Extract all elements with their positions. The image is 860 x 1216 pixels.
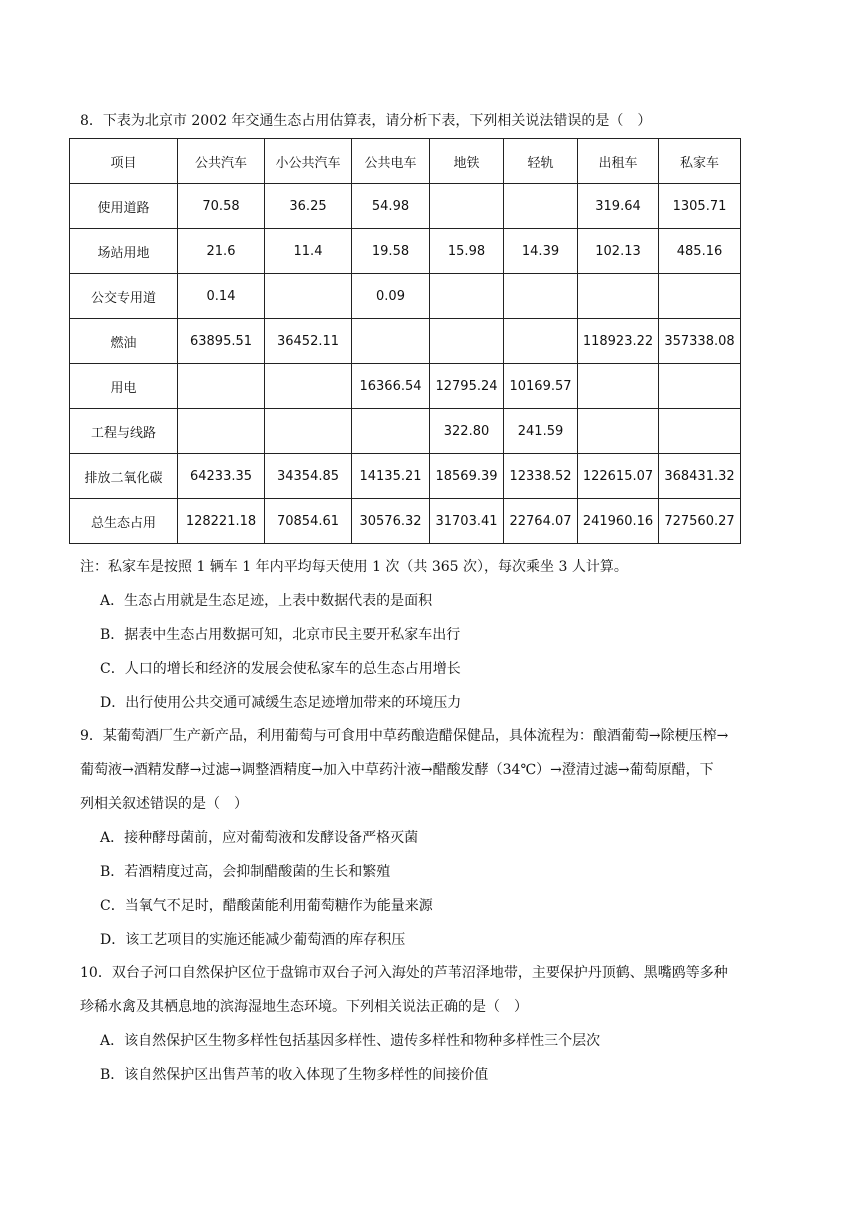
table-cell: 15.98 [430, 229, 504, 274]
table-cell [265, 274, 352, 319]
traffic-ecological-footprint-table [69, 138, 741, 544]
question-9-option-a: A．接种酵母菌前，应对葡萄液和发酵设备严格灭菌 [100, 830, 419, 846]
table-cell: 使用道路 [70, 184, 178, 229]
question-9-option-d: D．该工艺项目的实施还能减少葡萄酒的库存积压 [100, 932, 406, 948]
table-cell [504, 184, 578, 229]
header-cell: 小公共汽车 [265, 139, 352, 184]
table-cell [430, 184, 504, 229]
table-row [70, 184, 741, 229]
table-row [70, 409, 741, 454]
table-cell [578, 274, 659, 319]
table-cell: 11.4 [265, 229, 352, 274]
table-cell: 485.16 [659, 229, 741, 274]
header-cell: 项目 [70, 139, 178, 184]
table-cell: 燃油 [70, 319, 178, 364]
header-cell: 地铁 [430, 139, 504, 184]
table-cell: 31703.41 [430, 499, 504, 544]
header-cell: 轻轨 [504, 139, 578, 184]
table-cell: 12338.52 [504, 454, 578, 499]
table-note: 注：私家车是按照 1 辆车 1 年内平均每天使用 1 次（共 365 次），每次乘坐 3 人计算。 [80, 559, 628, 575]
table-cell: 总生态占用 [70, 499, 178, 544]
table-header-row [70, 139, 741, 184]
table-cell: 63895.51 [178, 319, 265, 364]
table-cell: 用电 [70, 364, 178, 409]
table-cell: 70854.61 [265, 499, 352, 544]
table-cell [504, 274, 578, 319]
table-cell: 34354.85 [265, 454, 352, 499]
table-cell: 排放二氧化碳 [70, 454, 178, 499]
table-row [70, 319, 741, 364]
table-cell: 118923.22 [578, 319, 659, 364]
table-cell: 1305.71 [659, 184, 741, 229]
table-cell: 14.39 [504, 229, 578, 274]
table-cell: 19.58 [352, 229, 430, 274]
table-cell: 18569.39 [430, 454, 504, 499]
table-cell: 0.09 [352, 274, 430, 319]
table-cell: 36.25 [265, 184, 352, 229]
table-row [70, 364, 741, 409]
header-cell: 公共汽车 [178, 139, 265, 184]
table-cell [659, 409, 741, 454]
question-10-stem-line-2: 珍稀水禽及其栖息地的滨海湿地生态环境。下列相关说法正确的是（ ） [80, 999, 528, 1015]
table-cell: 14135.21 [352, 454, 430, 499]
table-cell: 64233.35 [178, 454, 265, 499]
table-cell: 21.6 [178, 229, 265, 274]
table-cell: 36452.11 [265, 319, 352, 364]
table-cell: 70.58 [178, 184, 265, 229]
table-cell [578, 364, 659, 409]
header-cell: 出租车 [578, 139, 659, 184]
table-row [70, 499, 741, 544]
header-cell: 公共电车 [352, 139, 430, 184]
table-cell [430, 274, 504, 319]
table-cell: 30576.32 [352, 499, 430, 544]
table-cell: 357338.08 [659, 319, 741, 364]
question-8-option-a: A．生态占用就是生态足迹，上表中数据代表的是面积 [100, 593, 433, 609]
table-cell: 368431.32 [659, 454, 741, 499]
table-row [70, 454, 741, 499]
question-8-option-c: C．人口的增长和经济的发展会使私家车的总生态占用增长 [100, 661, 461, 677]
table-cell: 128221.18 [178, 499, 265, 544]
table-cell [265, 409, 352, 454]
table-cell [504, 319, 578, 364]
table-row [70, 274, 741, 319]
table-cell [430, 319, 504, 364]
table-cell: 727560.27 [659, 499, 741, 544]
table-cell: 322.80 [430, 409, 504, 454]
table-cell: 22764.07 [504, 499, 578, 544]
question-9-stem-line-1: 9．某葡萄酒厂生产新产品，利用葡萄与可食用中草药酿造醋保健品，具体流程为：酿酒葡萄→除梗压榨→ [80, 728, 729, 744]
table-row [70, 229, 741, 274]
table-cell [659, 274, 741, 319]
table-cell [178, 409, 265, 454]
table-cell [265, 364, 352, 409]
table-cell: 12795.24 [430, 364, 504, 409]
table-cell: 122615.07 [578, 454, 659, 499]
table-cell [352, 319, 430, 364]
table-cell: 0.14 [178, 274, 265, 319]
table-cell: 公交专用道 [70, 274, 178, 319]
question-9-stem-line-2: 葡萄液→酒精发酵→过滤→调整酒精度→加入中草药汁液→醋酸发酵（34℃）→澄清过滤→葡萄原醋，下 [80, 762, 714, 778]
question-9-option-b: B．若酒精度过高，会抑制醋酸菌的生长和繁殖 [100, 864, 391, 880]
question-10-option-b: B．该自然保护区出售芦苇的收入体现了生物多样性的间接价值 [100, 1067, 489, 1083]
table-cell [178, 364, 265, 409]
question-9-stem-line-3: 列相关叙述错误的是（ ） [80, 796, 248, 812]
table-cell: 54.98 [352, 184, 430, 229]
question-10-stem-line-1: 10．双台子河口自然保护区位于盘锦市双台子河入海处的芦苇沼泽地带，主要保护丹顶鹤、黑嘴鸥等多种 [80, 965, 728, 981]
table-cell: 场站用地 [70, 229, 178, 274]
table-cell: 10169.57 [504, 364, 578, 409]
table-cell: 241960.16 [578, 499, 659, 544]
table-cell: 241.59 [504, 409, 578, 454]
table-cell: 16366.54 [352, 364, 430, 409]
header-cell: 私家车 [659, 139, 741, 184]
table-cell [578, 409, 659, 454]
table-cell: 102.13 [578, 229, 659, 274]
table-cell: 319.64 [578, 184, 659, 229]
question-10-option-a: A．该自然保护区生物多样性包括基因多样性、遗传多样性和物种多样性三个层次 [100, 1033, 601, 1049]
question-9-option-c: C．当氧气不足时，醋酸菌能利用葡萄糖作为能量来源 [100, 898, 433, 914]
question-8-stem: 8．下表为北京市 2002 年交通生态占用估算表，请分析下表，下列相关说法错误的是（ ） [80, 113, 652, 129]
question-8-option-d: D．出行使用公共交通可减缓生态足迹增加带来的环境压力 [100, 695, 462, 711]
table-cell: 工程与线路 [70, 409, 178, 454]
table-cell [659, 364, 741, 409]
table-cell [352, 409, 430, 454]
question-8-option-b: B．据表中生态占用数据可知，北京市民主要开私家车出行 [100, 627, 461, 643]
